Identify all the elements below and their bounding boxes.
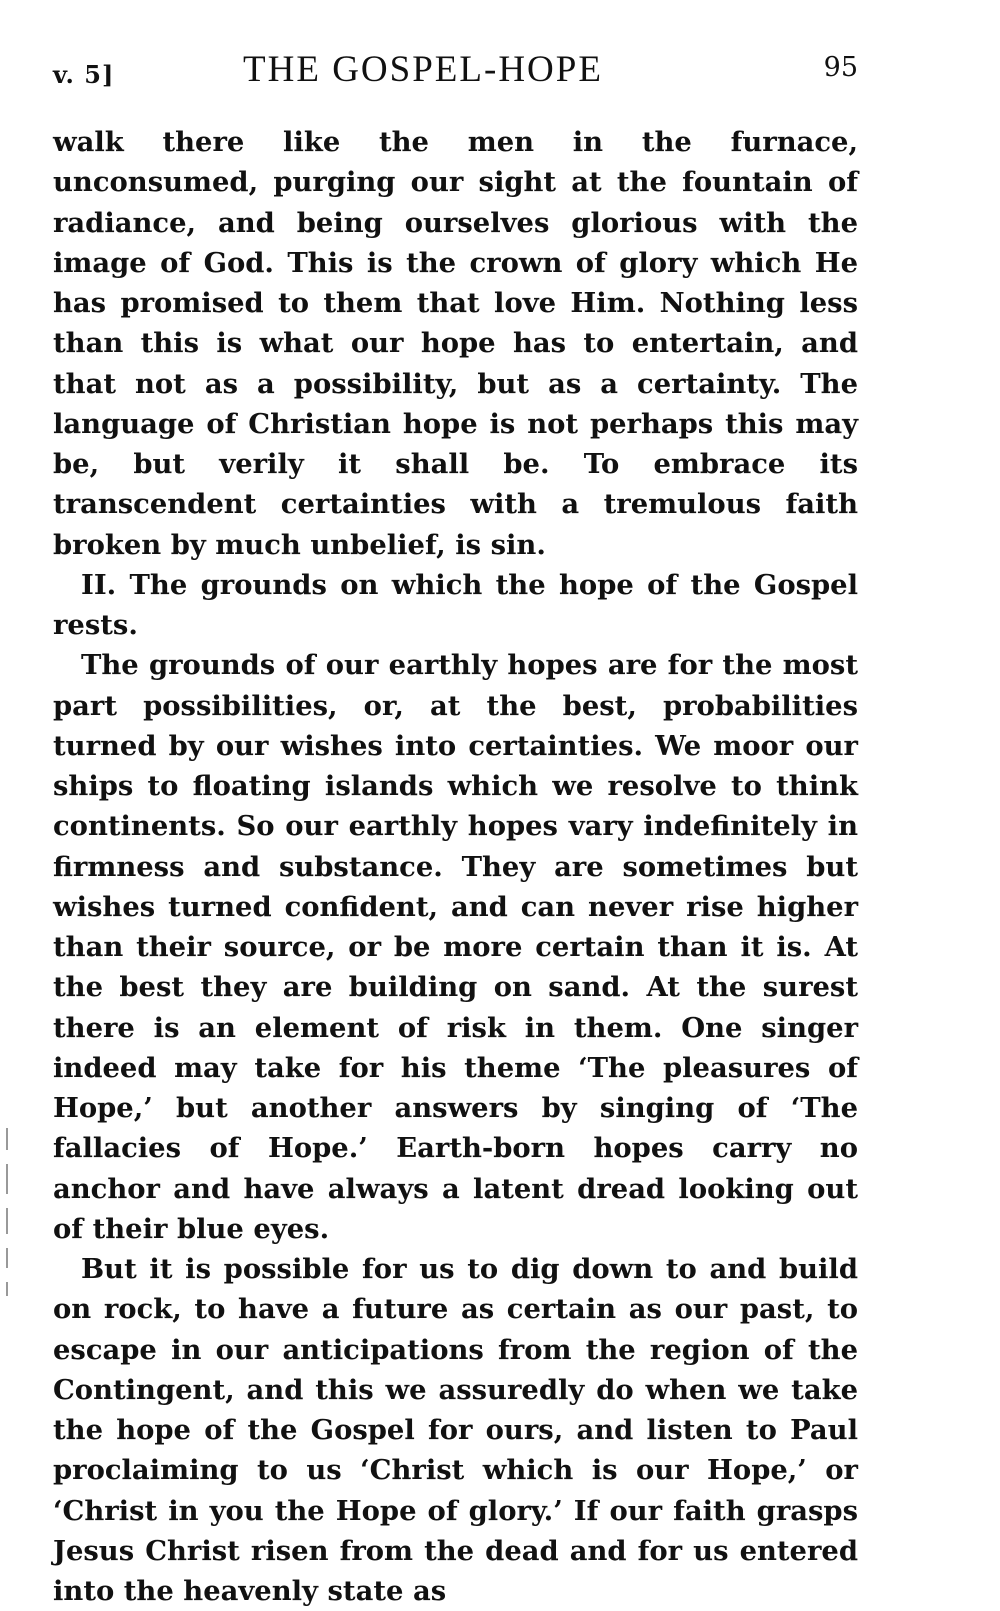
paragraph-4: But it is possible for us to dig down to and build on rock, to have a future as certain as our past, to escape in our anticipations from the region of the Contingent, and this we assuredly do when we take the hope of the Gospel for ours, and listen to Paul proclaiming to us ‘Christ which is our Hope,’ or ‘Christ in you the Hope of glory.’ If our faith grasps Jesus Christ risen from the dead and for us entered into the heavenly state as — [53, 1253, 858, 1607]
margin-scan-marks — [6, 1128, 9, 1338]
running-header — [53, 48, 858, 98]
paragraph-3: The grounds of our earthly hopes are for the most part possibilities, or, at the best, probabilities turned by our wishes into certainties. We moor our ships to floating islands which we resolve to think continents. So our earthly hopes vary indefinitely in firmness and substance. They are sometimes but wishes turned confident, and can never rise higher than their source, or be more certain than it is. At the best they are building on sand. At the surest there is an element of risk in them. One singer indeed may take for his theme ‘The pleasures of Hope,’ but another answers by singing of ‘The fallacies of Hope.’ Earth-born hopes carry no anchor and have always a latent dread looking out of their blue eyes. — [53, 649, 858, 1245]
paragraph-2-heading: II. The grounds on which the hope of the Gospel rests. — [53, 568, 858, 641]
page-number: 95 — [823, 52, 858, 83]
page-title: THE GOSPEL-HOPE — [243, 49, 603, 90]
verse-reference: v. 5] — [53, 60, 115, 89]
book-page — [53, 48, 858, 1611]
paragraph-1: walk there like the men in the furnace, unconsumed, purging our sight at the fountain of radiance, and being ourselves glorious with the image of God. This is the crown of glory which He has promised to them that love Him. Nothing less than this is what our hope has to entertain, and that not as a possibility, but as a certainty. The language of Christian hope is not perhaps this may be, but verily it shall be. To embrace its transcendent certainties with a tremulous faith broken by much unbelief, is sin. — [53, 126, 858, 561]
body-text — [53, 122, 858, 1611]
